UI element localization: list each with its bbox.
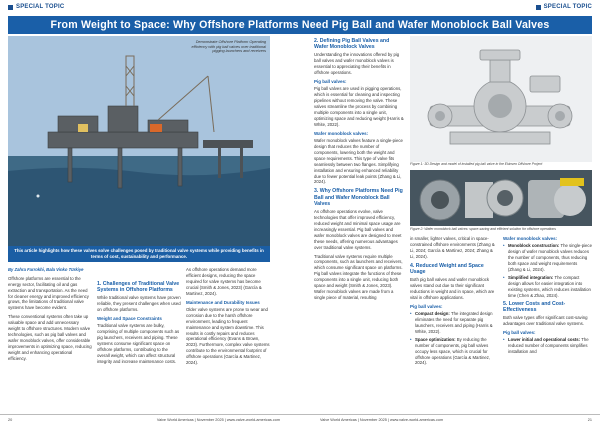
paragraph: As offshore operations evolve, valve technologies that offer improved efficiency, reduced weight and minimal space usage are increasingly essential. Pig ball valves and wafer monoblock valves are designed to meet these needs, offering numerous advantages over traditional valve systems. bbox=[314, 209, 402, 250]
offshore-platform-photo bbox=[8, 36, 270, 262]
section-heading: 3. Why Offshore Platforms Need Pig Ball and Wafer Monoblock Ball Valves bbox=[314, 188, 403, 207]
column-6 bbox=[503, 236, 592, 357]
column-4 bbox=[314, 38, 404, 304]
paragraph: Traditional valve systems are bulky, comprising of multiple components such as pig launchers, receivers and piping. These systems consume significant space on offshore platforms, contributing to the overall weight, which can affect structural integrity and increase maintenance costs. bbox=[97, 323, 180, 364]
article-highlight: This article highlights how these valves solve challenges posed by traditional valve systems while providing benefits in terms of cost, sustainability and performance. bbox=[8, 246, 270, 262]
list-item bbox=[503, 275, 592, 299]
list-item-term: Simplified integration: bbox=[508, 274, 554, 280]
paragraph: While traditional valve systems have proven reliable, they present challenges when used on offshore platforms. bbox=[97, 295, 181, 313]
section-heading: 2. Defining Pig Ball Valves and Wafer Monoblock Valves bbox=[314, 38, 390, 51]
paragraph: Pig ball valves are used in pigging operations, which is essential for cleaning and inspecting pipelines without removing the valve. These valves streamline the process by combining multiple components into a single unit, optimizing space and reducing weight (Harris & White, 2022). bbox=[314, 86, 404, 127]
offshore-platform-illustration bbox=[8, 36, 270, 262]
bullet-list bbox=[410, 311, 498, 366]
paragraph: As offshore operations demand more efficient designs, reducing the space required for valve systems has become crucial (Smith & Jones, 2023) (García & Martinez, 2024). bbox=[186, 267, 262, 296]
title-banner bbox=[8, 16, 592, 34]
square-icon bbox=[536, 5, 541, 10]
list-item-text: The compact design allows for easier integration into existing systems, which reduces installation time (Chen & Zhao, 2024). bbox=[508, 274, 591, 298]
byline: By Zahra Farrokhi, Bala Vinko Türkiye bbox=[8, 267, 84, 272]
figure-2-caption: Figure 2: Wafer monoblock ball valves: space-saving and efficient solution for offshore operations bbox=[410, 227, 557, 231]
paragraph: Wafer monoblock valves feature a single-piece design that reduces the number of components, lowering both the weight and space requirements. This type of valve fits seamlessly between two flanges. Simplifying installation and ensuring enhanced reliability due to fewer potential leak points (Zhang & Li, 2024). bbox=[314, 138, 403, 185]
paragraph: These conventional systems often take up valuable space and add unnecessary weight to offshore structures. Modern valve technologies, such as pig ball valves and wafer monoblock valves, offer considerable improvements in optimizing space, reducing weight and enhancing operational efficiency. bbox=[8, 314, 92, 361]
list-item bbox=[410, 311, 498, 335]
list-item-term: Monoblock construction: bbox=[508, 243, 560, 249]
bullet-list bbox=[503, 337, 592, 355]
page-number-left: 20 bbox=[8, 417, 13, 422]
list-item-text: By reducing the number of components, pig ball valves occupy less space, which is crucial for offshore operations (García & Martinez, 2024). bbox=[415, 336, 491, 366]
subsection-heading: Pig ball valves: bbox=[314, 79, 347, 85]
list-item-text: The single-piece design of wafer monoblock valves reduces the number of components, thus reducing both space and weight requirements (Zhang & Li, 2024). bbox=[508, 243, 592, 272]
section-tag-right bbox=[536, 4, 592, 10]
top-bar bbox=[0, 0, 600, 14]
paragraph: Offshore platforms are essential to the energy sector, facilitating oil and gas extraction and transportation. As the need for cleaner energy and improved efficiency grows, the limitations of traditional valve systems have become evident. bbox=[8, 275, 89, 311]
section-heading: 4. Reduced Weight and Space Usage bbox=[410, 262, 484, 275]
column-3 bbox=[186, 267, 270, 369]
section-tag-left-label: SPECIAL TOPIC bbox=[16, 4, 65, 10]
section-tag-right-label: SPECIAL TOPIC bbox=[543, 4, 592, 10]
list-item bbox=[503, 337, 592, 355]
footer-publication bbox=[157, 418, 443, 422]
subsection-heading: Weight and Space Constraints bbox=[97, 316, 162, 322]
column-5 bbox=[410, 236, 498, 368]
column-2 bbox=[97, 281, 181, 368]
list-item-term: Lower initial and operational costs: bbox=[508, 337, 581, 343]
list-item-term: Compact design: bbox=[415, 311, 450, 317]
paragraph: Both pig ball valves and wafer monoblock valves stand out due to their significant reductions in weight and in space, which are vital in offshore applications. bbox=[410, 277, 495, 300]
figure-1-caption: Figure 1: 3D Design and model of installed pig ball valve in the Ekinsen Offshore Project bbox=[410, 162, 543, 166]
footer-publication-left: Valve World Americas | November 2025 | www.valve-world-americas.com bbox=[156, 417, 280, 422]
subsection-heading: Wafer monoblock valves: bbox=[503, 236, 558, 241]
paragraph: Understanding the innovations offered by pig ball valves and wafer monoblock valves is essential to appreciating their benefits in offshore operations. bbox=[314, 52, 400, 76]
square-icon bbox=[8, 5, 13, 10]
photo-caption: Demonstrate Offshore Platform Operating efficiency with pig ball valves over traditional pigging launchers and receivers bbox=[191, 40, 266, 54]
list-item bbox=[410, 337, 498, 367]
list-item-term: Space optimization: bbox=[415, 336, 456, 342]
list-item-text: The integrated design eliminates the need for separate pig launchers, receivers and piping (Harris & White, 2022). bbox=[415, 311, 493, 334]
subsection-heading: Maintenance and Durability Issues bbox=[186, 299, 260, 305]
subsection-heading: Pig ball valves: bbox=[410, 303, 443, 309]
page-footer bbox=[0, 414, 600, 424]
section-heading: 5. Lower Costs and Cost-Effectiveness bbox=[503, 300, 566, 313]
list-item bbox=[503, 243, 592, 273]
paragraph: Both valve types offer significant cost-saving advantages over traditional valve systems. bbox=[503, 314, 588, 326]
section-heading: 1. Challenges of Traditional Valve Systems in Offshore Platforms bbox=[97, 281, 180, 294]
article-title: From Weight to Space: Why Offshore Platforms Need Pig Ball and Wafer Monoblock Ball Valves bbox=[50, 19, 550, 31]
figure-1-image bbox=[410, 36, 592, 162]
column-1 bbox=[8, 267, 92, 365]
bullet-list bbox=[503, 243, 592, 298]
figure-2-image bbox=[410, 170, 592, 226]
wafer-monoblock-valves-photo bbox=[410, 170, 592, 226]
subsection-heading: Wafer monoblock valves: bbox=[314, 130, 369, 136]
paragraph: Older valve systems are prone to wear and corrosion due to the harsh offshore environment, leading to frequent maintenance and system downtime. This results in costly repairs and reduces operational efficiency (Evans & Brown, 2023). Furthermore, complex valve systems contribute to the environmental footprint of offshore operations (García & Martinez, 2024). bbox=[186, 306, 270, 366]
subsection-heading: Pig ball valves: bbox=[503, 329, 536, 335]
paragraph: Traditional valve systems require multiple components, such as launchers and receivers, which consume significant space on platforms. Pig ball valves integrate the functions of these components into a single unit, reducing both space and weight (Smith & Jones, 2023). Wafer monoblock valves are made from a single piece of material, resulting bbox=[314, 253, 403, 300]
list-item-text: The reduced number of components simplifies installation and bbox=[508, 337, 589, 354]
paragraph: in smaller, lighter valves, critical in space-constrained offshore environments (Zhang & Li, 2024; García & Martinez, 2024; Zhang & Li, 2024). bbox=[410, 236, 495, 259]
section-tag-left bbox=[8, 4, 64, 10]
page-number-right: 21 bbox=[587, 417, 592, 422]
footer-publication-right: Valve World Americas | November 2025 | www.valve-world-americas.com bbox=[320, 417, 444, 422]
pig-ball-valve-model bbox=[410, 36, 592, 162]
